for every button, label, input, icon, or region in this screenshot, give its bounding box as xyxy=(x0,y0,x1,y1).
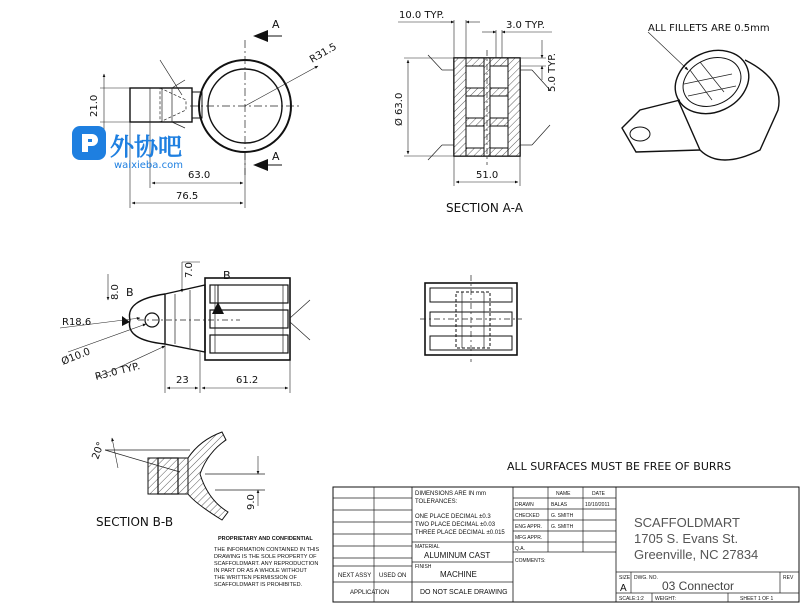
application-label: APPLICATION xyxy=(350,590,390,596)
burr-note: ALL SURFACES MUST BE FREE OF BURRS xyxy=(507,460,732,473)
dwg-no-label: DWG. NO. xyxy=(634,575,658,581)
section-bb-view xyxy=(90,432,265,529)
section-aa-caption: SECTION A-A xyxy=(446,201,523,215)
proprietary-line-4: THE WRITTEN PERMISSION OF xyxy=(214,575,297,581)
dim-width-a: 63.0 xyxy=(188,170,211,181)
section-label-a-top: A xyxy=(272,18,280,31)
dim-d: 9.0 xyxy=(246,494,257,510)
appr-date-0: 10/10/2011 xyxy=(585,502,610,508)
dim-width-b: 76.5 xyxy=(176,191,199,202)
dim-d2: 7.0 xyxy=(184,262,195,278)
dim-r1: R18.6 xyxy=(62,317,92,328)
fillet-note: ALL FILLETS ARE 0.5mm xyxy=(648,23,770,34)
appr-name-1: G. SMITH xyxy=(551,513,574,519)
logo-domain: waixieba.com xyxy=(114,160,183,171)
logo-brand: 外协吧 xyxy=(110,133,182,161)
dim-dia: Ø10.0 xyxy=(60,346,93,368)
dim-angle: 20° xyxy=(90,440,107,462)
dim-d1: 8.0 xyxy=(110,284,121,300)
scale-label: SCALE:1:2 xyxy=(619,596,644,602)
section-label-b-top: B xyxy=(223,269,231,282)
weight-label: WEIGHT: xyxy=(655,596,676,602)
proprietary-line-0: THE INFORMATION CONTAINED IN THIS xyxy=(214,547,320,553)
col-date: DATE xyxy=(592,491,605,497)
comments-label: COMMENTS: xyxy=(515,558,546,564)
appr-name-0: BALAS xyxy=(551,502,568,508)
isometric-view xyxy=(622,23,779,160)
appr-role-2: ENG APPR. xyxy=(515,524,542,530)
appr-name-2: G. SMITH xyxy=(551,524,574,530)
sheet-label: SHEET 1 OF 1 xyxy=(740,596,774,602)
dim-top-b: 3.0 TYP. xyxy=(506,20,545,31)
tol-line-1: ONE PLACE DECIMAL ±0.3 xyxy=(415,514,491,520)
next-assy-label: NEXT ASSY xyxy=(338,573,372,579)
proprietary-line-5: SCAFFOLDMART IS PROHIBITED. xyxy=(214,582,303,588)
dim-r2: R3.0 TYP. xyxy=(94,361,142,383)
company-name: SCAFFOLDMART xyxy=(634,515,740,530)
appr-role-0: DRAWN xyxy=(515,502,534,508)
material-value: ALUMINUM CAST xyxy=(424,551,491,560)
proprietary-line-3: IN PART OR AS A WHOLE WITHOUT xyxy=(214,568,307,574)
top-view xyxy=(420,275,522,362)
finish-value: MACHINE xyxy=(440,570,477,579)
dim-diameter: Ø 63.0 xyxy=(394,92,405,126)
material-label: MATERIAL xyxy=(415,544,440,550)
dim-side: 5.0 TYP. xyxy=(547,53,558,92)
no-scale-note: DO NOT SCALE DRAWING xyxy=(420,589,508,596)
proprietary-heading: PROPRIETARY AND CONFIDENTIAL xyxy=(218,536,313,542)
size-value: A xyxy=(620,583,627,594)
tolerances-label: TOLERANCES: xyxy=(415,499,458,505)
dim-w2: 61.2 xyxy=(236,375,259,386)
tol-line-2: TWO PLACE DECIMAL ±0.03 xyxy=(415,522,496,528)
dims-heading: DIMENSIONS ARE IN mm xyxy=(415,491,487,497)
front-view xyxy=(89,18,339,208)
company-address-1: 1705 S. Evans St. xyxy=(634,531,739,546)
section-label-a-bottom: A xyxy=(272,150,280,163)
tol-line-3: THREE PLACE DECIMAL ±0.015 xyxy=(415,530,505,536)
appr-role-3: MFG APPR. xyxy=(515,535,543,541)
dim-bottom: 51.0 xyxy=(476,170,499,181)
size-label: SIZE xyxy=(619,575,631,581)
dim-height: 21.0 xyxy=(89,94,100,117)
dim-top-a: 10.0 TYP. xyxy=(399,10,445,21)
rev-label: REV xyxy=(783,575,794,581)
side-view xyxy=(60,262,310,393)
finish-label: FINISH xyxy=(415,564,432,570)
brand-logo xyxy=(72,126,183,171)
proprietary-block xyxy=(214,536,319,588)
drawing-title: 03 Connector xyxy=(662,579,735,593)
company-address-2: Greenville, NC 27834 xyxy=(634,547,759,562)
dim-w1: 23 xyxy=(176,375,189,386)
title-block xyxy=(333,487,799,602)
dim-radius: R31.5 xyxy=(308,41,339,66)
used-on-label: USED ON xyxy=(379,573,407,579)
appr-role-4: Q.A. xyxy=(515,546,526,552)
appr-role-1: CHECKED xyxy=(515,513,540,519)
section-aa-view xyxy=(393,10,558,215)
proprietary-line-2: SCAFFOLDMART. ANY REPRODUCTION xyxy=(214,561,319,567)
proprietary-line-1: DRAWING IS THE SOLE PROPERTY OF xyxy=(214,554,317,560)
col-name: NAME xyxy=(556,491,571,497)
section-label-b-left: B xyxy=(126,286,134,299)
section-bb-caption: SECTION B-B xyxy=(96,515,174,529)
